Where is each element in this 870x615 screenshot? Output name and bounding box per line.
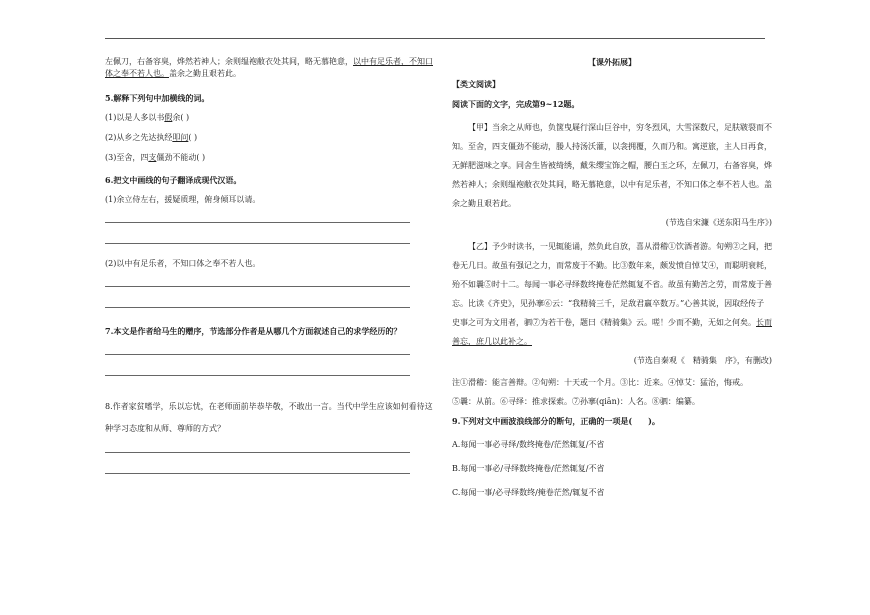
option-b[interactable]: B.每闻一事必/寻绎数终掩卷/茫然辄复/不省 [452, 464, 605, 473]
q5-item-3 [105, 152, 435, 164]
option-c[interactable]: C.每闻一事/必寻绎数终/掩卷茫然/辄复不省 [452, 488, 605, 497]
target-word: 支 [148, 153, 157, 162]
item-text: 僵劲不能动( ) [156, 153, 206, 162]
answer-line[interactable] [105, 452, 410, 453]
passage-jia: 【甲】当余之从师也，负箧曳屣行深山巨谷中，穷冬烈风，大雪深数尺，足肤皲裂而不知。至舍，四支僵劲不能动，媵人持汤沃灌，以衾拥覆，久而乃和。寓逆旅，主人日再食，无鲜肥滋味之享。同舍生皆被绮绣，戴朱缨宝饰之帽，腰白玉之环，左佩刀，右备容臭，烨然若神人；余则缊袍敝衣处其间，略无慕艳意，以中有足乐者，不知口体之奉不若人也。盖余之勤且艰若此。 [452, 123, 772, 208]
reading-instruction: 阅读下面的文字，完成第9~12题。 [452, 99, 580, 109]
passage-yi [452, 237, 772, 351]
question-8: 8.作者家贫嗜学，乐以忘忧，在老师面前毕恭毕敬，不敢出一言。当代中学生应该如何看待这种学习态度和从师、尊师的方式？ [105, 402, 433, 433]
left-column [105, 56, 435, 474]
item-text: 余( ) [172, 113, 190, 122]
question-6: 6.把文中画线的句子翻译成现代汉语。 [105, 175, 242, 185]
q5-item-1 [105, 112, 435, 124]
question-7: 7.本文是作者给马生的赠序，节选部分作者是从哪几个方面叙述自己的求学经历的？ [105, 326, 402, 336]
q5-item-2 [105, 132, 435, 144]
target-word: 叩问 [172, 133, 189, 142]
passage-text: 【乙】予少时读书，一见辄能诵，然负此自放，喜从滑稽①饮酒者游。旬朔②之间，把卷无几日。故虽有强记之力，而常废于不勤。比③数年来，颇发愤自悼艾④，而聪明衰耗，殆不如曩⑤时十二。每闻一事必寻绎数终掩卷茫然辄复不省。故虽有勤苦之劳，而常废于善忘。比读《齐史》，见孙搴⑥云：“我精骑三千，足敌君羸卒数万。”心善其说，因取经传子史事之可为文用者，驷⑦为若干卷，题曰《精骑集》云。嗟！少而不勤，无如之何矣。 [452, 242, 772, 327]
underlined-sentence: 以中有足乐者，不知口体之奉不若人也。 [105, 57, 433, 78]
source-yi: (节选自秦观《 精骑集 序》，有删改) [633, 356, 772, 365]
answer-line[interactable] [105, 354, 410, 355]
answer-line[interactable] [105, 375, 410, 376]
footnotes-2: ⑤曩：从前。⑥寻绎：推求探索。⑦孙搴(qiān)：人名。⑧驷：编纂。 [452, 397, 700, 406]
answer-line[interactable] [105, 307, 410, 308]
item-text: (2)从乡之先达执经 [105, 133, 173, 142]
item-text: ( ) [188, 133, 198, 142]
question-9: 9.下列对文中画波浪线部分的断句，正确的一项是( )。 [452, 416, 660, 426]
option-a[interactable]: A.每闻一事必寻绎/数终掩卷/茫然辄复/不省 [452, 440, 605, 449]
passage-ending [105, 56, 435, 80]
item-text: (1)以是人多以书 [105, 113, 165, 122]
passage-text: 盖余之勤且艰若此。 [169, 69, 241, 78]
item-text: (3)至舍，四 [105, 153, 149, 162]
source-jia: (节选自宋濂《送东阳马生序》) [665, 218, 772, 227]
answer-line[interactable] [105, 286, 410, 287]
question-5: 5.解释下列句中加横线的词。 [105, 93, 210, 103]
answer-line[interactable] [105, 222, 410, 223]
answer-line[interactable] [105, 243, 410, 244]
answer-line[interactable] [105, 473, 410, 474]
target-word: 假 [164, 113, 173, 122]
top-rule [105, 38, 765, 39]
subsection-header: 【类文阅读】 [452, 79, 500, 89]
passage-text: 左佩刀，右备容臭，烨然若神人；余则缊袍敝衣处其间，略无慕艳意， [105, 57, 353, 66]
footnotes-1: 注①滑稽：能言善辩。②旬朔：十天或一个月。③比：近来。④悼艾：猛治，悔戒。 [452, 378, 748, 387]
underlined-sentence: 长而善忘，庶几以此补之。 [452, 318, 772, 346]
right-column [452, 56, 772, 499]
q6-item-1: (1)余立侍左右，援疑质理，俯身倾耳以请。 [105, 195, 261, 204]
section-header: 【课外拓展】 [588, 57, 636, 67]
q6-item-2: (2)以中有足乐者，不知口体之奉不若人也。 [105, 259, 261, 268]
